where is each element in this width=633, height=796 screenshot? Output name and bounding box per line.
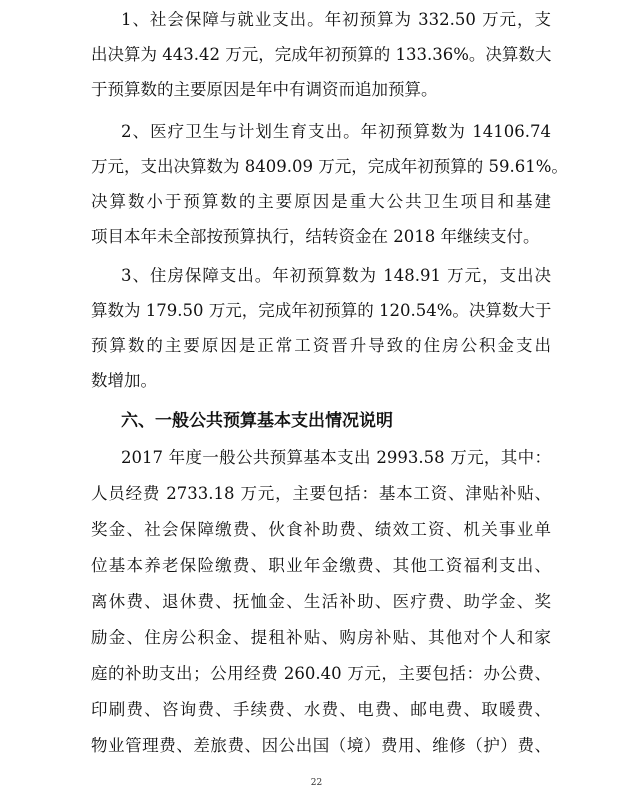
paragraph-3-line-2: 算数为 179.50 万元，完成年初预算的 120.54%。决算数大于: [91, 301, 552, 320]
section-line-9: 物业管理费、差旅费、因公出国（境）费用、维修（护）费、: [91, 736, 551, 755]
section-line-8: 印刷费、咨询费、手续费、水费、电费、邮电费、取暖费、: [91, 700, 551, 719]
section-line-2: 人员经费 2733.18 万元，主要包括：基本工资、津贴补贴、: [91, 484, 551, 503]
page-number: 22: [310, 778, 323, 788]
paragraph-2-line-1: 2、医疗卫生与计划生育支出。年初预算数为 14106.74: [121, 122, 551, 141]
paragraph-1-line-1: 1、社会保障与就业支出。年初预算为 332.50 万元，支: [121, 10, 551, 29]
paragraph-1-line-3: 于预算数的主要原因是年中有调资而追加预算。: [91, 80, 438, 99]
section-line-6: 励金、住房公积金、提租补贴、购房补贴、其他对个人和家: [91, 628, 551, 647]
section-line-4: 位基本养老保险缴费、职业年金缴费、其他工资福利支出、: [91, 556, 551, 575]
paragraph-2-line-3: 决算数小于预算数的主要原因是重大公共卫生项目和基建: [91, 192, 551, 211]
section-line-7: 庭的补助支出；公用经费 260.40 万元，主要包括：办公费、: [91, 664, 551, 683]
paragraph-2-line-4: 项目本年未全部按预算执行，结转资金在 2018 年继续支付。: [91, 227, 540, 246]
paragraph-1-line-2: 出决算为 443.42 万元，完成年初预算的 133.36%。决算数大: [91, 45, 552, 64]
section-line-1: 2017 年度一般公共预算基本支出 2993.58 万元，其中：: [121, 448, 551, 467]
section-heading: 六、一般公共预算基本支出情况说明: [121, 411, 393, 431]
paragraph-2-line-2: 万元，支出决算数为 8409.09 万元，完成年初预算的 59.61%。: [91, 157, 568, 176]
paragraph-3-line-3: 预算数的主要原因是正常工资晋升导致的住房公积金支出: [91, 336, 551, 355]
section-line-5: 离休费、退休费、抚恤金、生活补助、医疗费、助学金、奖: [91, 592, 551, 611]
paragraph-3-line-4: 数增加。: [91, 371, 157, 390]
section-line-3: 奖金、社会保障缴费、伙食补助费、绩效工资、机关事业单: [91, 520, 551, 539]
paragraph-3-line-1: 3、住房保障支出。年初预算数为 148.91 万元，支出决: [121, 266, 551, 285]
